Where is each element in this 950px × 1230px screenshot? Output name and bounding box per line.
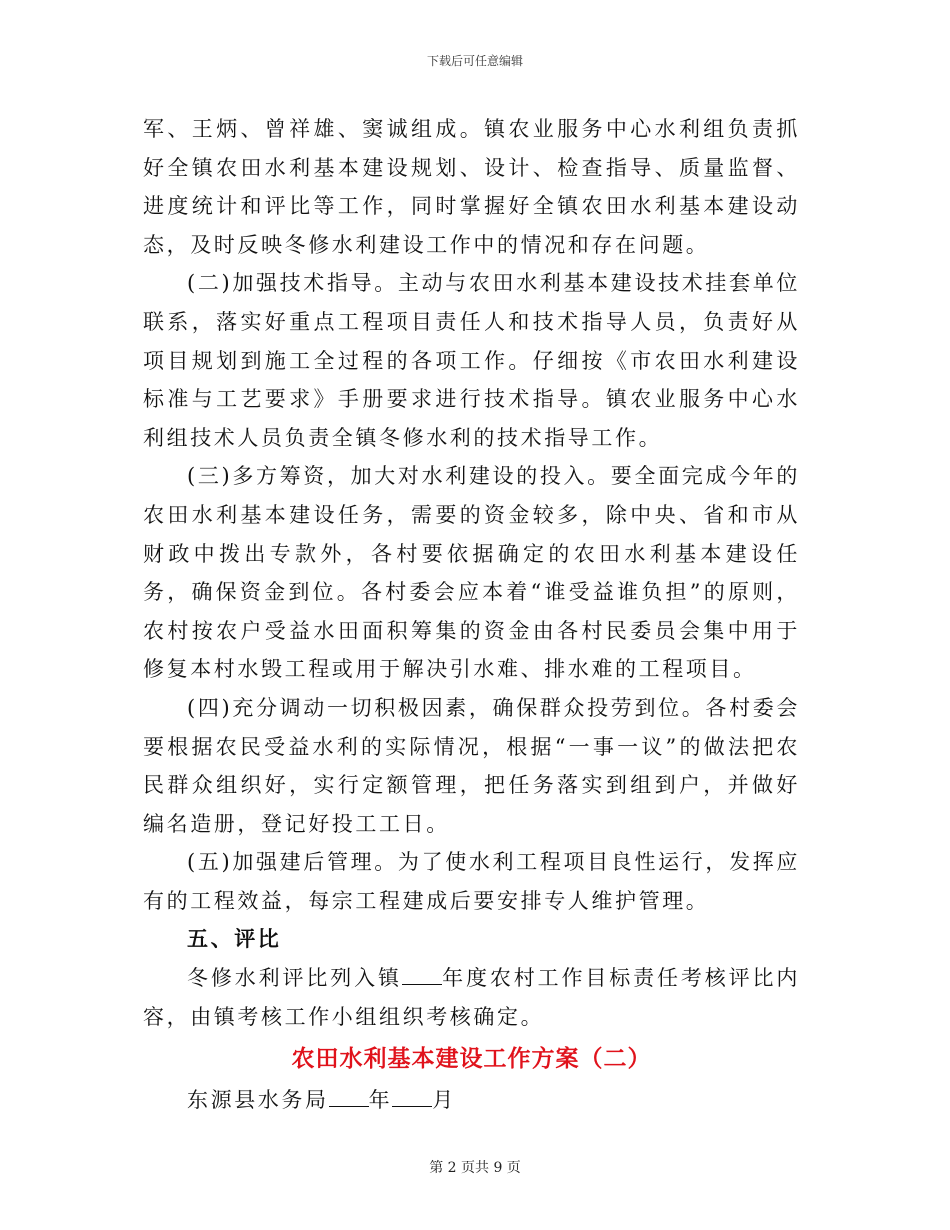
paragraph-1: 军、王炳、曾祥雄、窦诚组成。镇农业服务中心水利组负责抓好全镇农田水利基本建设规划、设计、检查指导、质量监督、进度统计和评比等工作，同时掌握好全镇农田水利基本建设动态，及时反映冬修水利建设工作中的情况和存在问题。 bbox=[143, 117, 800, 257]
signature-line bbox=[143, 1081, 800, 1120]
signature-month-label: 月 bbox=[432, 1087, 456, 1112]
paragraph-2: (二)加强技术指导。主动与农田水利基本建设技术挂套单位联系，落实好重点工程项目责任人和技术指导人员，负责好从项目规划到施工全过程的各项工作。仔细按《市农田水利建设标准与工艺要求》手册要求进行技术指导。镇农业服务中心水利组技术人员负责全镇冬修水利的技术指导工作。 bbox=[143, 271, 800, 450]
section-heading-evaluation: 五、评比 bbox=[187, 926, 282, 952]
year-blank bbox=[402, 966, 442, 985]
signature-year-blank bbox=[329, 1088, 369, 1107]
paragraph-3: (三)多方筹资，加大对水利建设的投入。要全面完成今年的农田水利基本建设任务，需要的资金较多，除中央、省和市从财政中拨出专款外，各村要依据确定的农田水利基本建设任务，确保资金到位。各村委会应本着“谁受益谁负担”的原则，农村按农户受益水田面积筹集的资金由各村民委员会集中用于修复本村水毁工程或用于解决引水难、排水难的工程项目。 bbox=[143, 464, 800, 682]
signature-year-label: 年 bbox=[368, 1087, 393, 1112]
paragraph-5: (五)加强建后管理。为了使水利工程项目良性运行，发挥应有的工程效益，每宗工程建成后要安排专人维护管理。 bbox=[143, 850, 800, 913]
signature-org: 东源县水务局 bbox=[187, 1087, 329, 1112]
document-body bbox=[143, 110, 800, 1119]
evaluation-paragraph bbox=[143, 959, 800, 1036]
signature-month-blank bbox=[392, 1088, 432, 1107]
page-header: 下载后可任意编辑 bbox=[426, 54, 523, 68]
evaluation-text-after: 年度农村工作目标责任考核评比内容，由镇考核工作小组组织考核确定。 bbox=[143, 966, 800, 1029]
page-footer: 第 2 页共 9 页 bbox=[429, 1160, 521, 1176]
document-title-2: 农田水利基本建设工作方案（二） bbox=[291, 1045, 652, 1073]
evaluation-text-before: 冬修水利评比列入镇 bbox=[187, 966, 402, 991]
paragraph-4: (四)充分调动一切积极因素，确保群众投劳到位。各村委会要根据农民受益水利的实际情况，根据“一事一议”的做法把农民群众组织好，实行定额管理，把任务落实到组到户，并做好编名造册，登记好投工工日。 bbox=[143, 695, 800, 836]
